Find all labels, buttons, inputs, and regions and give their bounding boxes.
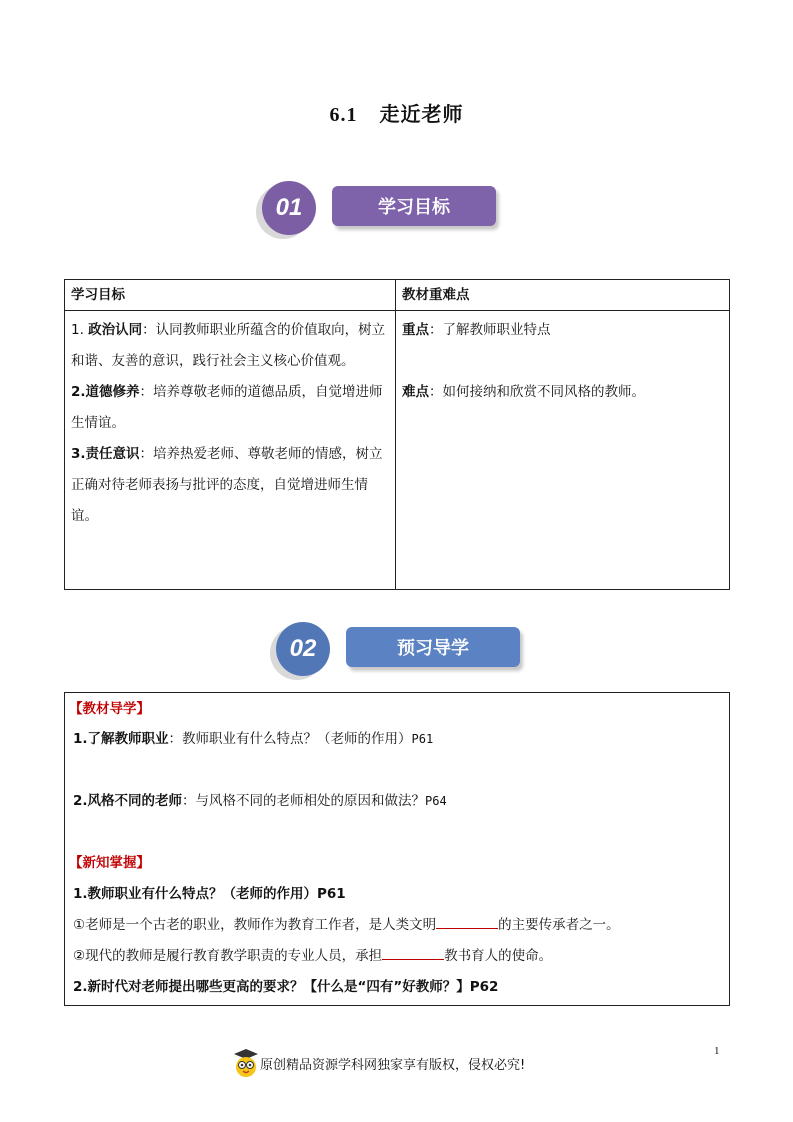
section-label-pill: 学习目标 — [332, 186, 496, 226]
difficult-point: 难点：如何接纳和欣赏不同风格的教师。 — [402, 384, 645, 400]
title-number: 6.1 — [329, 104, 358, 126]
section-banner-preview — [276, 622, 526, 678]
goals-cell — [65, 311, 396, 590]
guide-question-2: 2.风格不同的老师：与风格不同的老师相处的原因和做法？P64 — [73, 793, 447, 809]
section-banner-goals — [262, 181, 502, 237]
key-point: 重点：了解教师职业特点 — [402, 322, 551, 338]
goals-table — [64, 279, 730, 590]
footer-text: 原创精品资源学科网独家享有版权，侵权必究! — [260, 1057, 526, 1073]
preview-box — [64, 692, 730, 1006]
knowledge-question-2: 2.新时代对老师提出哪些更高的要求？【什么是“四有”好教师？】P62 — [73, 979, 499, 995]
section-number-badge: 02 — [276, 622, 330, 676]
keypoints-cell — [396, 311, 730, 590]
answer-blank[interactable] — [436, 914, 498, 929]
answer-blank[interactable] — [382, 945, 444, 960]
knowledge-question-1: 1.教师职业有什么特点？（老师的作用）P61 — [73, 886, 346, 902]
copyright-footer — [232, 1048, 525, 1078]
goal-item: 1. 政治认同：认同教师职业所蕴含的价值取向，树立和谐、友善的意识，践行社会主义核心价值观。 — [71, 322, 386, 369]
goal-item: 2.道德修养：培养尊敬老师的道德品质，自觉增进师生情谊。 — [71, 384, 383, 431]
owl-mascot-icon — [232, 1048, 260, 1078]
knowledge-heading: 【新知掌握】 — [69, 855, 150, 871]
page-title — [0, 98, 793, 127]
goal-item: 3.责任意识：培养热爱老师、尊敬老师的情感，树立正确对待老师表扬与批评的态度，自觉增进师生情谊。 — [71, 446, 383, 524]
section-number-badge: 01 — [262, 181, 316, 235]
page-number: 1 — [714, 1045, 720, 1057]
guide-question-1: 1.了解教师职业：教师职业有什么特点？（老师的作用）P61 — [73, 731, 434, 747]
section-label-pill: 预习导学 — [346, 627, 520, 667]
guide-heading: 【教材导学】 — [69, 701, 150, 717]
title-text: 走近老师 — [379, 102, 464, 126]
goals-header: 学习目标 — [65, 280, 396, 311]
knowledge-fill-1: ①老师是一个古老的职业，教师作为教育工作者，是人类文明 的主要传承者之一。 — [73, 913, 620, 933]
keypoints-header: 教材重难点 — [396, 280, 730, 311]
knowledge-fill-2: ②现代的教师是履行教育教学职责的专业人员，承担 教书育人的使命。 — [73, 944, 552, 964]
